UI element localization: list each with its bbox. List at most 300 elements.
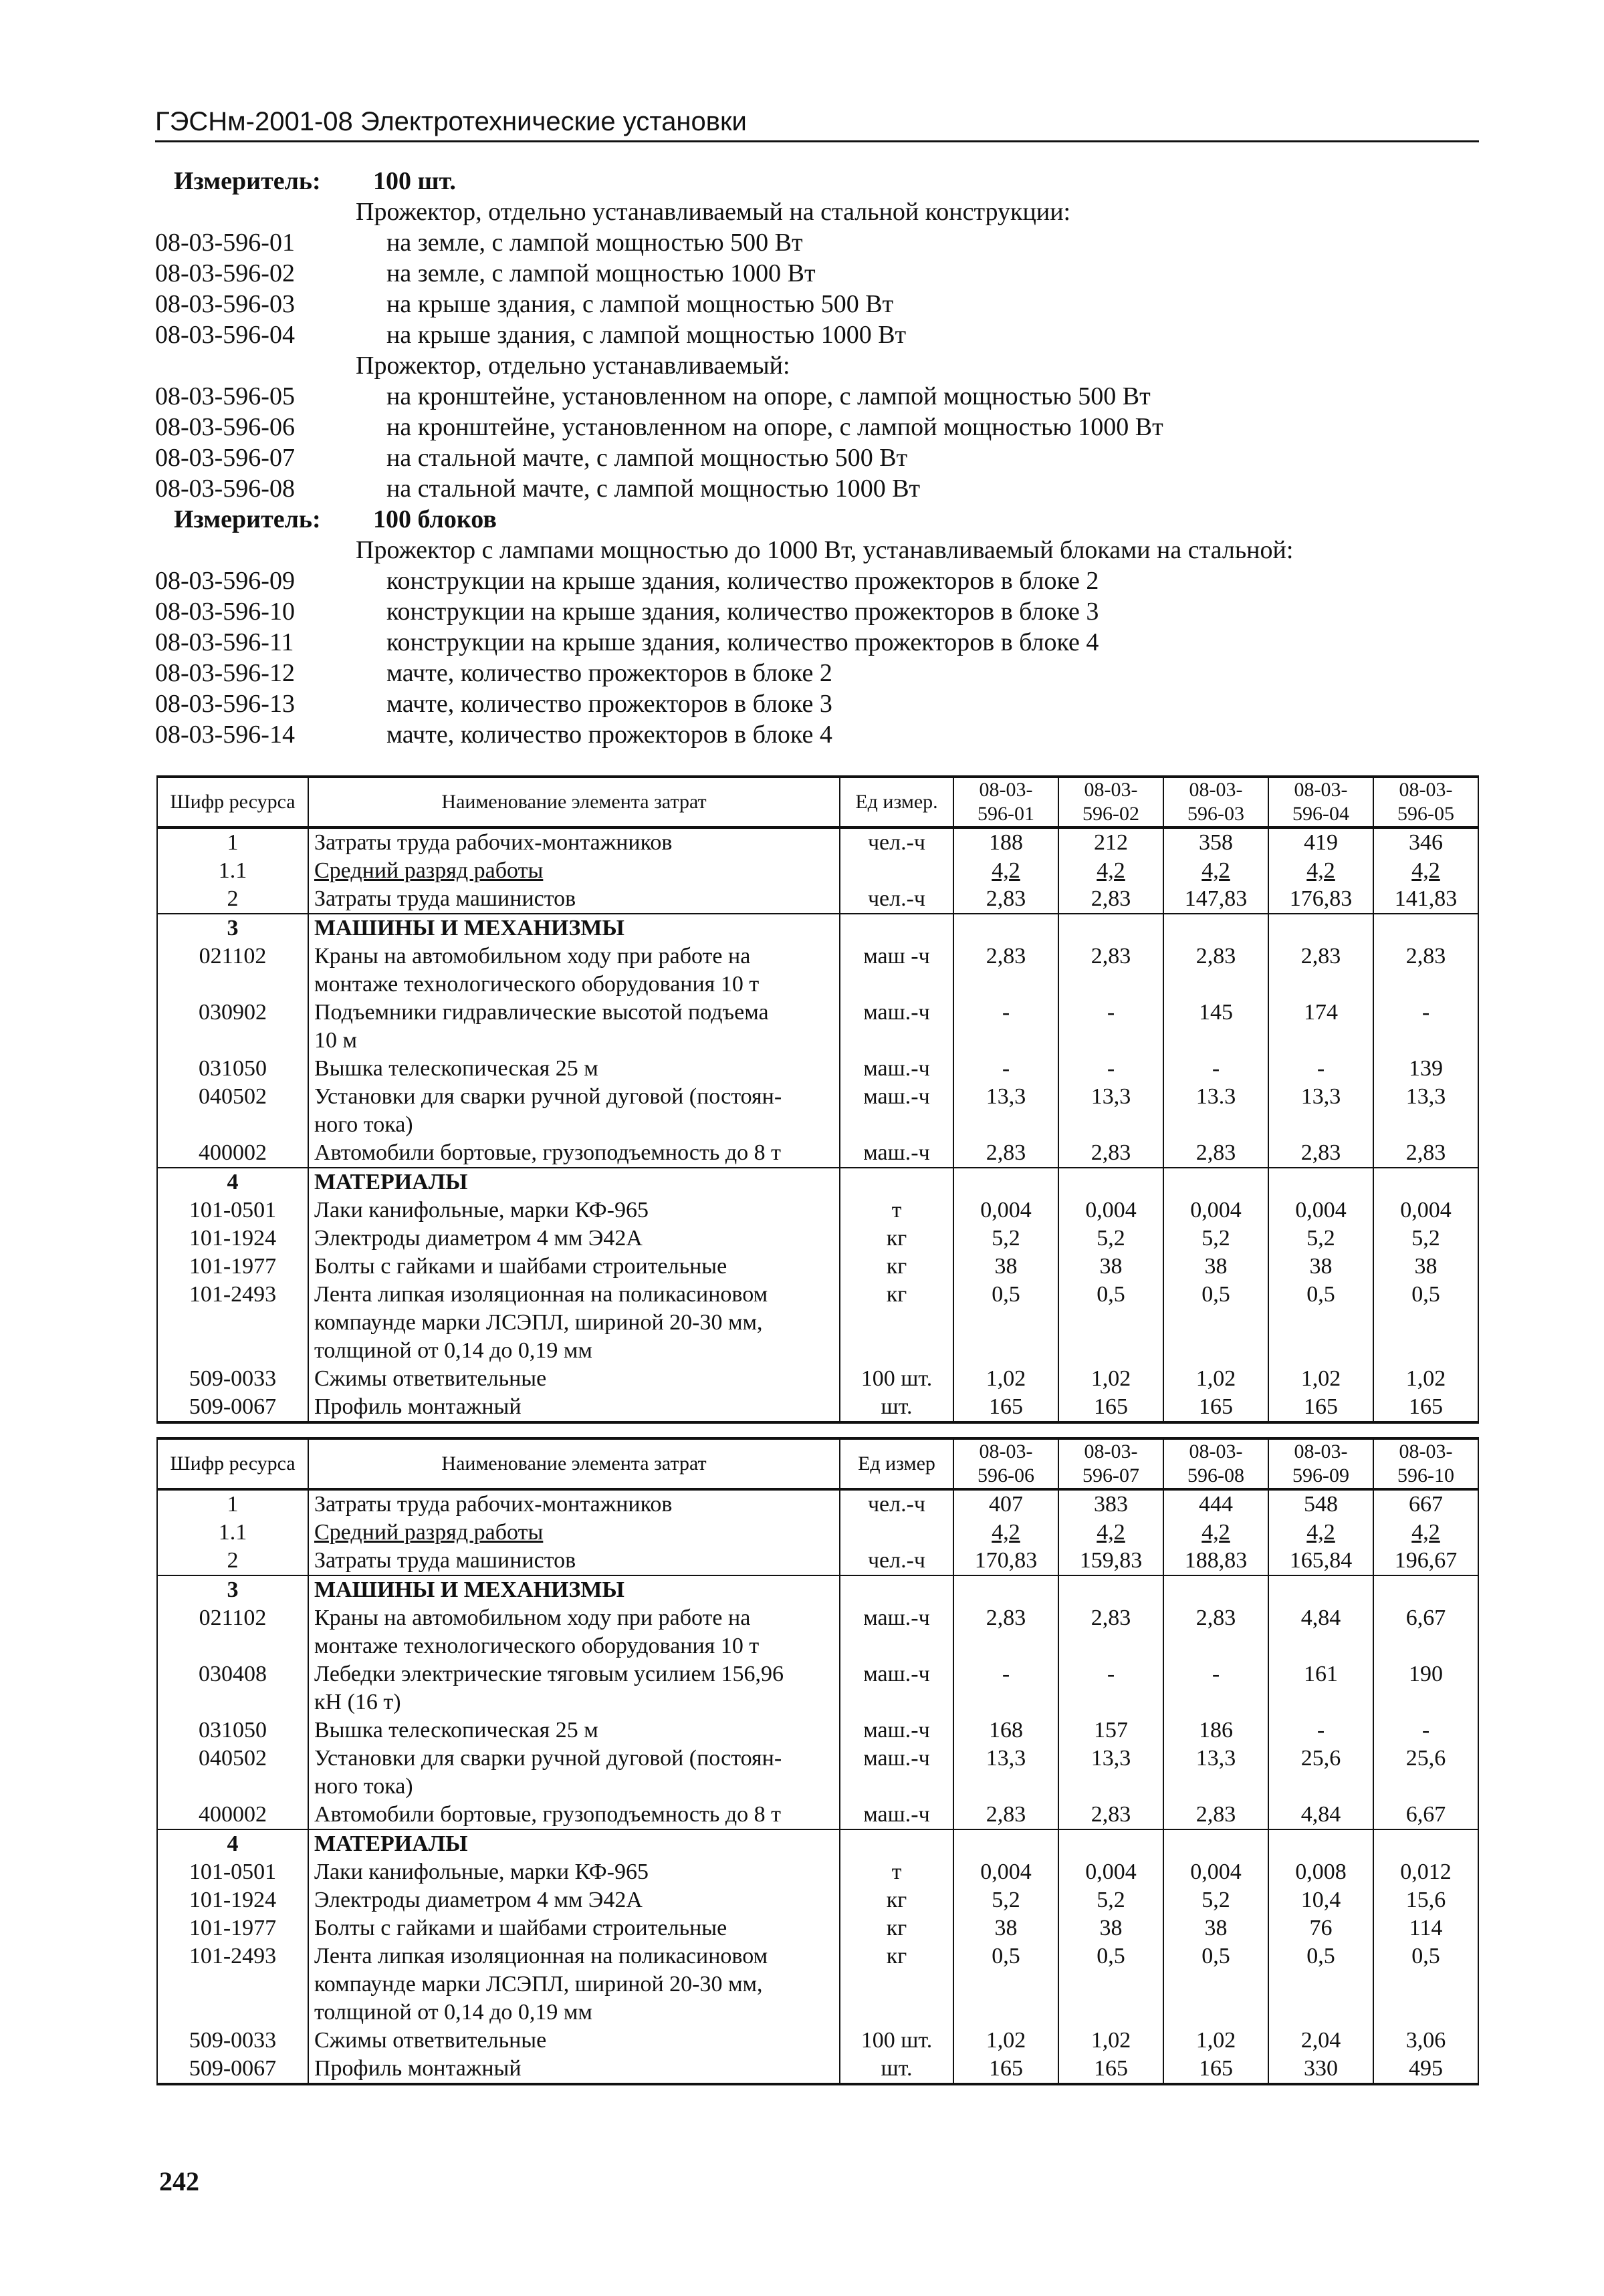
resource-name bbox=[308, 1886, 840, 1914]
norm-value: - bbox=[1058, 1660, 1163, 1716]
resource-code: 031050 bbox=[157, 1055, 308, 1083]
norm-value bbox=[1058, 1829, 1163, 1858]
resource-code: 101-1977 bbox=[157, 1914, 308, 1942]
norm-value: 5,2 bbox=[1058, 1225, 1163, 1253]
norm-value: 2,83 bbox=[953, 1604, 1058, 1660]
resource-name-line: МАТЕРИАЛЫ bbox=[314, 1170, 468, 1194]
table-row bbox=[157, 1253, 1478, 1281]
resource-name-line: Электроды диаметром 4 мм Э42А bbox=[314, 1226, 643, 1251]
norm-value: 2,83 bbox=[1058, 1801, 1163, 1829]
norm-value: 165 bbox=[1268, 1393, 1373, 1422]
norm-value: 4,2 bbox=[1373, 857, 1478, 885]
norm-value: 2,83 bbox=[1268, 1139, 1373, 1168]
resource-unit: 100 шт. bbox=[840, 2027, 953, 2055]
norm-code: 08-03-596-03 bbox=[155, 290, 295, 318]
norm-code: 08-03-596-11 bbox=[155, 628, 294, 656]
resource-name-line: Затраты труда машинистов bbox=[314, 1548, 576, 1573]
resource-unit bbox=[840, 1829, 953, 1858]
table-row bbox=[157, 827, 1478, 857]
norm-value: 25,6 bbox=[1373, 1745, 1478, 1801]
resource-name-line: МАШИНЫ И МЕХАНИЗМЫ bbox=[314, 916, 624, 940]
norm-value: 165,84 bbox=[1268, 1547, 1373, 1575]
resource-unit: кг bbox=[840, 1886, 953, 1914]
resource-table-1 bbox=[156, 775, 1479, 1424]
norm-value: 5,2 bbox=[1268, 1225, 1373, 1253]
norm-value: 667 bbox=[1373, 1489, 1478, 1519]
resource-name-line: Лента липкая изоляционная на поликасиновом bbox=[314, 1282, 768, 1307]
norm-description: Прожектор, отдельно устанавливаемый на стальной конструкции: bbox=[356, 198, 1071, 226]
resource-name bbox=[308, 1055, 840, 1083]
norm-value: 196,67 bbox=[1373, 1547, 1478, 1575]
norm-item bbox=[155, 227, 1479, 258]
resource-unit: шт. bbox=[840, 2055, 953, 2084]
resource-unit: маш.-ч bbox=[840, 1055, 953, 1083]
norm-value: 5,2 bbox=[1058, 1886, 1163, 1914]
norm-value bbox=[1163, 914, 1268, 942]
norm-value: 165 bbox=[1373, 1393, 1478, 1422]
resource-name-line: Профиль монтажный bbox=[314, 1394, 522, 1419]
col-header-name: Наименование элемента затрат bbox=[308, 1438, 840, 1489]
norm-value: 0,5 bbox=[1163, 1942, 1268, 2027]
norm-value: 4,2 bbox=[1163, 857, 1268, 885]
norm-item bbox=[155, 381, 1479, 412]
resource-unit bbox=[840, 1519, 953, 1547]
norm-description: Прожектор с лампами мощностью до 1000 Вт, устанавливаемый блоками на стальной: bbox=[356, 536, 1294, 564]
table-row bbox=[157, 857, 1478, 885]
resource-name-line: компаунде марки ЛСЭПЛ, шириной 20-30 мм, bbox=[314, 1310, 763, 1335]
resource-name bbox=[308, 1604, 840, 1660]
norm-description: на стальной мачте, с лампой мощностью 500 Вт bbox=[386, 444, 908, 472]
resource-name-line: Установки для сварки ручной дуговой (постоян- bbox=[314, 1084, 782, 1109]
measure-unit-line bbox=[155, 504, 1479, 535]
group-heading bbox=[155, 535, 1479, 565]
resource-unit: чел.-ч bbox=[840, 1547, 953, 1575]
resource-name-line: Краны на автомобильном ходу при работе на bbox=[314, 1606, 751, 1630]
resource-code: 1.1 bbox=[157, 857, 308, 885]
table-header-row bbox=[157, 777, 1478, 827]
norm-value: 358 bbox=[1163, 827, 1268, 857]
col-header-norm: 08-03- 596-05 bbox=[1373, 777, 1478, 827]
norm-value bbox=[953, 1575, 1058, 1604]
norm-value: 6,67 bbox=[1373, 1604, 1478, 1660]
norm-value: 5,2 bbox=[1163, 1886, 1268, 1914]
norm-value: - bbox=[953, 1055, 1058, 1083]
resource-name-line: Затраты труда машинистов bbox=[314, 886, 576, 911]
norm-item bbox=[155, 473, 1479, 504]
norm-value: - bbox=[1163, 1660, 1268, 1716]
resource-unit: маш.-ч bbox=[840, 999, 953, 1055]
table-row bbox=[157, 1604, 1478, 1660]
norm-code: 08-03-596-05 bbox=[155, 382, 295, 410]
norm-value: 190 bbox=[1373, 1660, 1478, 1716]
col-header-norm: 08-03- 596-07 bbox=[1058, 1438, 1163, 1489]
norm-value: 0,5 bbox=[953, 1942, 1058, 2027]
resource-unit: кг bbox=[840, 1253, 953, 1281]
norm-value: 0,5 bbox=[953, 1281, 1058, 1365]
norm-code: 08-03-596-01 bbox=[155, 229, 295, 257]
norm-description: конструкции на крыше здания, количество прожекторов в блоке 4 bbox=[386, 628, 1099, 656]
resource-unit bbox=[840, 857, 953, 885]
norm-value: 2,83 bbox=[953, 1801, 1058, 1829]
norm-value: 3,06 bbox=[1373, 2027, 1478, 2055]
table-row bbox=[157, 1196, 1478, 1225]
norm-value: - bbox=[1268, 1055, 1373, 1083]
norm-code: 08-03-596-14 bbox=[155, 721, 295, 749]
norm-value: 165 bbox=[1163, 1393, 1268, 1422]
group-heading bbox=[155, 350, 1479, 381]
norm-item bbox=[155, 627, 1479, 658]
resource-unit: кг bbox=[840, 1942, 953, 2027]
norm-value: 330 bbox=[1268, 2055, 1373, 2084]
norm-value: - bbox=[1058, 1055, 1163, 1083]
norm-value: 13,3 bbox=[1058, 1083, 1163, 1139]
resource-unit: маш.-ч bbox=[840, 1801, 953, 1829]
norm-value bbox=[953, 914, 1058, 942]
resource-name-line: ного тока) bbox=[314, 1112, 413, 1137]
resource-name bbox=[308, 1745, 840, 1801]
norm-value: 2,04 bbox=[1268, 2027, 1373, 2055]
resource-name-line: 10 м bbox=[314, 1028, 358, 1053]
norm-value: 0,004 bbox=[1058, 1196, 1163, 1225]
norm-value: 0,5 bbox=[1058, 1281, 1163, 1365]
resource-name-line: монтаже технологического оборудования 10 т bbox=[314, 1634, 760, 1658]
resource-name-line: Автомобили бортовые, грузоподъемность до 8 т bbox=[314, 1140, 782, 1165]
norm-value: 165 bbox=[1058, 1393, 1163, 1422]
norm-value: 1,02 bbox=[1268, 1365, 1373, 1393]
resource-name-line: Средний разряд работы bbox=[314, 1520, 544, 1545]
norm-description: на земле, с лампой мощностью 1000 Вт bbox=[386, 259, 816, 287]
norm-value: 165 bbox=[953, 2055, 1058, 2084]
norm-code: 08-03-596-12 bbox=[155, 659, 295, 687]
resource-code: 509-0033 bbox=[157, 2027, 308, 2055]
resource-name bbox=[308, 885, 840, 914]
resource-name-line: Сжимы ответвительные bbox=[314, 1366, 547, 1391]
resource-code: 101-2493 bbox=[157, 1281, 308, 1365]
norm-value: 0,004 bbox=[953, 1858, 1058, 1886]
resource-code: 101-0501 bbox=[157, 1196, 308, 1225]
norm-value: 38 bbox=[1373, 1253, 1478, 1281]
norm-value: 4,84 bbox=[1268, 1604, 1373, 1660]
norm-value: 170,83 bbox=[953, 1547, 1058, 1575]
norm-value: 6,67 bbox=[1373, 1801, 1478, 1829]
measure-label: Измеритель: bbox=[174, 505, 321, 533]
table-row bbox=[157, 2055, 1478, 2084]
norm-value bbox=[1268, 1168, 1373, 1196]
resource-name-line: ного тока) bbox=[314, 1774, 413, 1799]
norm-value: 383 bbox=[1058, 1489, 1163, 1519]
norm-value: 38 bbox=[953, 1914, 1058, 1942]
norm-value: 1,02 bbox=[1163, 2027, 1268, 2055]
resource-name bbox=[308, 857, 840, 885]
table-row bbox=[157, 1225, 1478, 1253]
norm-description: на кронштейне, установленном на опоре, с лампой мощностью 1000 Вт bbox=[386, 413, 1163, 441]
norm-value: 0,004 bbox=[953, 1196, 1058, 1225]
table-row bbox=[157, 1393, 1478, 1422]
resource-name bbox=[308, 1547, 840, 1575]
col-header-code: Шифр ресурса bbox=[157, 777, 308, 827]
resource-name bbox=[308, 914, 840, 942]
resource-unit: чел.-ч bbox=[840, 1489, 953, 1519]
norm-value: 1,02 bbox=[1058, 2027, 1163, 2055]
norm-value: - bbox=[1163, 1055, 1268, 1083]
norm-value: 5,2 bbox=[1163, 1225, 1268, 1253]
norm-item bbox=[155, 412, 1479, 442]
norm-value: 168 bbox=[953, 1716, 1058, 1745]
resource-code: 509-0067 bbox=[157, 2055, 308, 2084]
norm-item bbox=[155, 596, 1479, 627]
norm-value bbox=[1268, 1575, 1373, 1604]
resource-code: 101-1924 bbox=[157, 1225, 308, 1253]
norm-value: 2,83 bbox=[1373, 942, 1478, 999]
table-row bbox=[157, 1942, 1478, 2027]
page-number: 242 bbox=[159, 2166, 199, 2196]
norm-value: 76 bbox=[1268, 1914, 1373, 1942]
norm-value: 145 bbox=[1163, 999, 1268, 1055]
norm-value: 4,2 bbox=[953, 857, 1058, 885]
resource-unit: маш.-ч bbox=[840, 1716, 953, 1745]
table-row bbox=[157, 1858, 1478, 1886]
col-header-norm: 08-03- 596-06 bbox=[953, 1438, 1058, 1489]
norm-value: 1,02 bbox=[953, 1365, 1058, 1393]
norm-value: 0,004 bbox=[1163, 1196, 1268, 1225]
norm-value bbox=[1058, 914, 1163, 942]
resource-unit: кг bbox=[840, 1281, 953, 1365]
table-row bbox=[157, 1139, 1478, 1168]
resource-name bbox=[308, 1253, 840, 1281]
norm-value: 2,83 bbox=[1163, 1801, 1268, 1829]
resource-code: 101-2493 bbox=[157, 1942, 308, 2027]
table-row bbox=[157, 1886, 1478, 1914]
table-row bbox=[157, 999, 1478, 1055]
resource-name bbox=[308, 1829, 840, 1858]
table-row bbox=[157, 1547, 1478, 1575]
norm-value: 1,02 bbox=[1163, 1365, 1268, 1393]
norm-value: 0,5 bbox=[1268, 1942, 1373, 2027]
norm-value: 13,3 bbox=[953, 1083, 1058, 1139]
resource-name-line: Сжимы ответвительные bbox=[314, 2028, 547, 2053]
resource-name bbox=[308, 1225, 840, 1253]
norm-value: 0,004 bbox=[1163, 1858, 1268, 1886]
resource-name bbox=[308, 1801, 840, 1829]
resource-unit: чел.-ч bbox=[840, 827, 953, 857]
norm-value: - bbox=[1058, 999, 1163, 1055]
resource-code: 1.1 bbox=[157, 1519, 308, 1547]
norm-value: 13.3 bbox=[1163, 1083, 1268, 1139]
resource-name-line: толщиной от 0,14 до 0,19 мм bbox=[314, 1338, 592, 1363]
norm-value: 38 bbox=[1058, 1253, 1163, 1281]
table-row bbox=[157, 914, 1478, 942]
norm-value: 5,2 bbox=[953, 1886, 1058, 1914]
table-row bbox=[157, 1083, 1478, 1139]
resource-unit: маш.-ч bbox=[840, 1660, 953, 1716]
resource-name bbox=[308, 942, 840, 999]
resource-code: 031050 bbox=[157, 1716, 308, 1745]
measure-unit-line bbox=[155, 166, 1479, 197]
resource-name-line: Лаки канифольные, марки КФ-965 bbox=[314, 1860, 649, 1884]
norm-value: 13,3 bbox=[1268, 1083, 1373, 1139]
norm-description: на стальной мачте, с лампой мощностью 1000 Вт bbox=[386, 475, 921, 503]
norm-description: конструкции на крыше здания, количество прожекторов в блоке 3 bbox=[386, 598, 1099, 626]
norm-value bbox=[1163, 1168, 1268, 1196]
resource-name bbox=[308, 999, 840, 1055]
norm-value bbox=[1268, 914, 1373, 942]
norm-value: 10,4 bbox=[1268, 1886, 1373, 1914]
norm-value: 188 bbox=[953, 827, 1058, 857]
norm-value: 5,2 bbox=[953, 1225, 1058, 1253]
table-row bbox=[157, 1281, 1478, 1365]
norm-description: мачте, количество прожекторов в блоке 4 bbox=[386, 721, 832, 749]
norm-value: 0,5 bbox=[1373, 1942, 1478, 2027]
norm-description: на крыше здания, с лампой мощностью 1000 Вт bbox=[386, 321, 907, 349]
norm-value: 444 bbox=[1163, 1489, 1268, 1519]
resource-name bbox=[308, 1942, 840, 2027]
resource-code: 030902 bbox=[157, 999, 308, 1055]
table-row bbox=[157, 1055, 1478, 1083]
resource-code: 101-1977 bbox=[157, 1253, 308, 1281]
resource-unit: маш.-ч bbox=[840, 1083, 953, 1139]
resource-name bbox=[308, 1858, 840, 1886]
resource-name bbox=[308, 1914, 840, 1942]
norm-value: 0,5 bbox=[1163, 1281, 1268, 1365]
norm-value: 407 bbox=[953, 1489, 1058, 1519]
resource-name bbox=[308, 1519, 840, 1547]
norm-description: мачте, количество прожекторов в блоке 2 bbox=[386, 659, 832, 687]
norm-item bbox=[155, 289, 1479, 320]
table-row bbox=[157, 1716, 1478, 1745]
table-row bbox=[157, 1168, 1478, 1196]
norm-value: 139 bbox=[1373, 1055, 1478, 1083]
table-row bbox=[157, 1745, 1478, 1801]
resource-name-line: Средний разряд работы bbox=[314, 858, 544, 883]
col-header-norm: 08-03- 596-01 bbox=[953, 777, 1058, 827]
resource-name bbox=[308, 1393, 840, 1422]
resource-code: 400002 bbox=[157, 1139, 308, 1168]
norm-value: 0,004 bbox=[1268, 1196, 1373, 1225]
norm-value: 4,2 bbox=[953, 1519, 1058, 1547]
resource-name bbox=[308, 2027, 840, 2055]
norm-value: - bbox=[1373, 999, 1478, 1055]
norm-value bbox=[1373, 1168, 1478, 1196]
resource-name bbox=[308, 1168, 840, 1196]
norm-value bbox=[1163, 1575, 1268, 1604]
norm-item bbox=[155, 688, 1479, 719]
norm-value: 1,02 bbox=[1373, 1365, 1478, 1393]
resource-code: 4 bbox=[157, 1168, 308, 1196]
col-header-norm: 08-03- 596-08 bbox=[1163, 1438, 1268, 1489]
norm-value: 38 bbox=[1058, 1914, 1163, 1942]
norm-value: 2,83 bbox=[1268, 942, 1373, 999]
norm-value: 161 bbox=[1268, 1660, 1373, 1716]
header-rule bbox=[155, 140, 1479, 142]
norm-description: конструкции на крыше здания, количество прожекторов в блоке 2 bbox=[386, 567, 1099, 595]
resource-name-line: Лаки канифольные, марки КФ-965 bbox=[314, 1198, 649, 1223]
norm-value: 2,83 bbox=[1058, 1139, 1163, 1168]
resource-unit: шт. bbox=[840, 1393, 953, 1422]
norm-value: 38 bbox=[1163, 1914, 1268, 1942]
norm-value: 0,5 bbox=[1268, 1281, 1373, 1365]
norm-value: 0,008 bbox=[1268, 1858, 1373, 1886]
norm-value: 165 bbox=[953, 1393, 1058, 1422]
norm-value: - bbox=[1268, 1716, 1373, 1745]
resource-code: 509-0067 bbox=[157, 1393, 308, 1422]
norm-value: 0,004 bbox=[1373, 1196, 1478, 1225]
resource-unit bbox=[840, 1168, 953, 1196]
norm-value: 4,2 bbox=[1268, 1519, 1373, 1547]
norm-description: на крыше здания, с лампой мощностью 500 Вт bbox=[386, 290, 894, 318]
norm-value: 38 bbox=[1268, 1253, 1373, 1281]
resource-name-line: Подъемники гидравлические высотой подъема bbox=[314, 1000, 769, 1025]
resource-code: 101-1924 bbox=[157, 1886, 308, 1914]
col-header-norm: 08-03- 596-09 bbox=[1268, 1438, 1373, 1489]
norm-value: 0,012 bbox=[1373, 1858, 1478, 1886]
resource-name bbox=[308, 1196, 840, 1225]
table-row bbox=[157, 1519, 1478, 1547]
col-header-code: Шифр ресурса bbox=[157, 1438, 308, 1489]
norm-value bbox=[1058, 1168, 1163, 1196]
norm-value: 1,02 bbox=[953, 2027, 1058, 2055]
resource-name-line: Затраты труда рабочих-монтажников bbox=[314, 1492, 673, 1517]
resource-name-line: МАШИНЫ И МЕХАНИЗМЫ bbox=[314, 1577, 624, 1602]
resource-name-line: Вышка телескопическая 25 м bbox=[314, 1718, 598, 1743]
norm-code: 08-03-596-07 bbox=[155, 444, 295, 472]
norm-value: 495 bbox=[1373, 2055, 1478, 2084]
norm-code: 08-03-596-08 bbox=[155, 475, 295, 503]
resource-code: 3 bbox=[157, 1575, 308, 1604]
norm-value: 176,83 bbox=[1268, 885, 1373, 914]
resource-name-line: Лебедки электрические тяговым усилием 156,96 bbox=[314, 1662, 784, 1686]
norm-value: 2,83 bbox=[1058, 1604, 1163, 1660]
measure-label: Измеритель: bbox=[174, 167, 321, 195]
norm-value: 419 bbox=[1268, 827, 1373, 857]
norm-value: - bbox=[953, 1660, 1058, 1716]
resource-code: 4 bbox=[157, 1829, 308, 1858]
col-header-unit: Ед измер. bbox=[840, 777, 953, 827]
table-row bbox=[157, 942, 1478, 999]
norm-code: 08-03-596-10 bbox=[155, 598, 295, 626]
norm-list bbox=[155, 166, 1479, 750]
norm-item bbox=[155, 320, 1479, 350]
norm-value: 0,5 bbox=[1373, 1281, 1478, 1365]
resource-code: 400002 bbox=[157, 1801, 308, 1829]
norm-value: 174 bbox=[1268, 999, 1373, 1055]
resource-name bbox=[308, 2055, 840, 2084]
resource-name-line: Автомобили бортовые, грузоподъемность до 8 т bbox=[314, 1802, 782, 1827]
norm-value: 2,83 bbox=[1058, 942, 1163, 999]
norm-code: 08-03-596-06 bbox=[155, 413, 295, 441]
resource-unit bbox=[840, 1575, 953, 1604]
norm-value: 4,2 bbox=[1373, 1519, 1478, 1547]
norm-description: мачте, количество прожекторов в блоке 3 bbox=[386, 690, 832, 718]
norm-value: 165 bbox=[1058, 2055, 1163, 2084]
resource-name-line: монтаже технологического оборудования 10 т bbox=[314, 972, 760, 997]
resource-name-line: Электроды диаметром 4 мм Э42А bbox=[314, 1888, 643, 1912]
table-row bbox=[157, 1489, 1478, 1519]
norm-value: 38 bbox=[1163, 1253, 1268, 1281]
norm-value: 4,2 bbox=[1058, 1519, 1163, 1547]
resource-code: 040502 bbox=[157, 1083, 308, 1139]
norm-value: 25,6 bbox=[1268, 1745, 1373, 1801]
norm-value: 2,83 bbox=[1373, 1139, 1478, 1168]
norm-value: 2,83 bbox=[1163, 1604, 1268, 1660]
resource-name-line: Болты с гайками и шайбами строительные bbox=[314, 1254, 727, 1279]
resource-code: 1 bbox=[157, 827, 308, 857]
norm-value: 157 bbox=[1058, 1716, 1163, 1745]
table-header-row bbox=[157, 1438, 1478, 1489]
resource-name bbox=[308, 1716, 840, 1745]
norm-value: 147,83 bbox=[1163, 885, 1268, 914]
resource-name-line: толщиной от 0,14 до 0,19 мм bbox=[314, 2000, 592, 2025]
norm-item bbox=[155, 719, 1479, 750]
